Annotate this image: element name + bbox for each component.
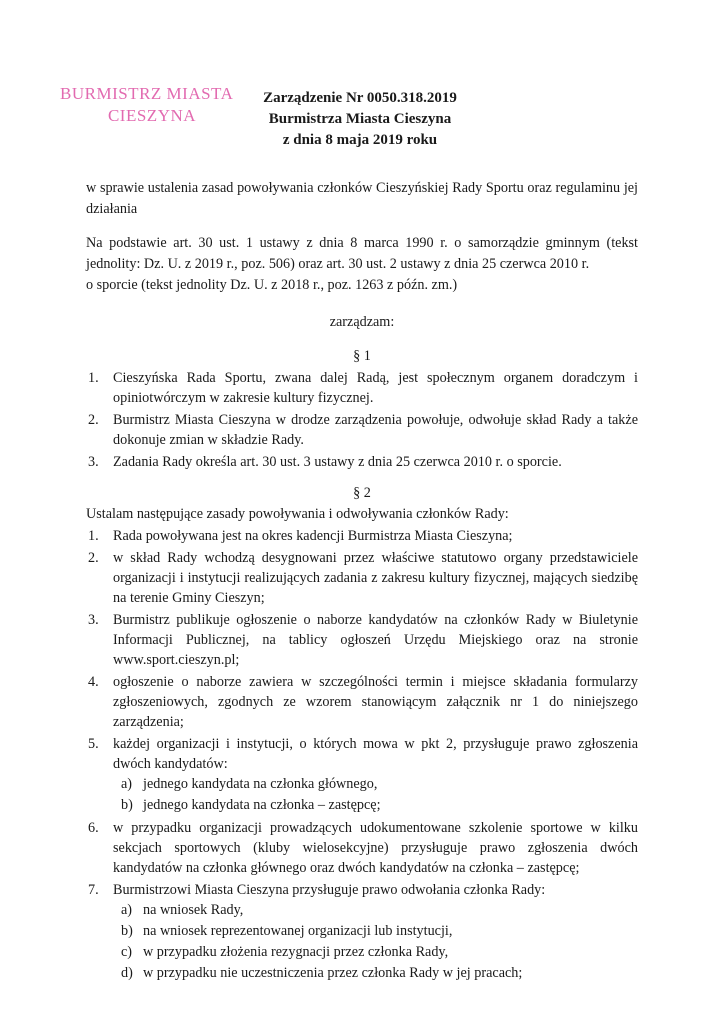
legal-basis-part-2: o sporcie (tekst jednolity Dz. U. z 2018 r., poz. 1263 z późn. zm.): [86, 277, 458, 293]
list-item-text: w przypadku organizacji prowadzących udokumentowane szkolenie sportowe w kilku sekcjach sportowych (kluby wielosekcyjne) przysługuje prawo zgłoszenia dwóch kandydatów na członka głównego oraz dwóch kandydatów na członka – zastępcę;: [113, 820, 638, 876]
list-item: 7. Burmistrzowi Miasta Cieszyna przysługuje prawo odwołania członka Rady: a) na wniosek Rady, b) na wniosek reprezentowanej organizacji lub instytucji, c) w przypadku złożenia rezygnacji przez członka Rady, d) w przypadku nie uczestniczenia przez członka Rady w jej pracach;: [86, 880, 638, 984]
stamp-line-2: CIESZYNA: [107, 106, 197, 125]
document-subject: w sprawie ustalenia zasad powoływania członków Cieszyńskiej Rady Sportu oraz regulaminu jej działania: [86, 180, 638, 217]
section-1-list: [86, 368, 638, 474]
list-item: 1. Cieszyńska Rada Sportu, zwana dalej Radą, jest społecznym organem doradczym i opiniotwórczym w zakresie kultury fizycznej.: [88, 370, 638, 406]
list-item-text: Burmistrz Miasta Cieszyna w drodze zarządzenia powołuje, odwołuje skład Rady a także dokonuje zmian w składzie Rady.: [113, 412, 638, 448]
sub-list-item: d) w przypadku nie uczestniczenia przez członka Rady w jej pracach;: [121, 965, 523, 981]
list-item: 4. ogłoszenie o naborze zawiera w szczególności termin i miejsce składania formularzy zgłoszeniowych, zgodnych ze wzorem stanowiącym załącznik nr 1 do niniejszego zarządzenia;: [88, 674, 638, 730]
sub-list-item: a) jednego kandydata na członka głównego,: [121, 776, 378, 792]
list-item: 3. Burmistrz publikuje ogłoszenie o naborze kandydatów na członków Rady w Biuletynie Informacji Publicznej, na tablicy ogłoszeń Urzędu Miejskiego oraz na stronie www.sport.cieszyn.pl;: [88, 612, 638, 668]
list-item-text: Burmistrz publikuje ogłoszenie o naborze kandydatów na członków Rady w Biuletynie Informacji Publicznej, na tablicy ogłoszeń Urzędu Miejskiego oraz na stronie www.sport.cieszyn.pl;: [113, 612, 638, 668]
list-item: 2. Burmistrz Miasta Cieszyna w drodze zarządzenia powołuje, odwołuje skład Rady a także dokonuje zmian w składzie Rady.: [88, 412, 638, 448]
section-2-heading: § 2: [353, 485, 371, 501]
section-2-intro: Ustalam następujące zasady powoływania i odwoływania członków Rady:: [86, 506, 509, 522]
list-item: 3. Zadania Rady określa art. 30 ust. 3 ustawy z dnia 25 czerwca 2010 r. o sporcie.: [88, 454, 562, 470]
legal-basis-part-1: Na podstawie art. 30 ust. 1 ustawy z dnia 8 marca 1990 r. o samorządzie gminnym (tekst jednolity: Dz. U. z 2019 r., poz. 506) oraz art. 30 ust. 2 ustawy z dnia 25 czerwca 2010 r.: [86, 235, 638, 272]
list-item-text: Burmistrzowi Miasta Cieszyna przysługuje prawo odwołania członka Rady:: [113, 882, 546, 898]
list-item: 1. Rada powoływana jest na okres kadencji Burmistrza Miasta Cieszyna;: [88, 528, 513, 544]
section-1-heading: § 1: [353, 348, 371, 364]
sub-list-item: a) na wniosek Rady,: [121, 902, 244, 918]
list-item-text: w skład Rady wchodzą desygnowani przez właściwe statutowo organy przedstawiciele organizacji i instytucji realizujących zadania z zakresu kultury fizycznej, mających siedzibę na terenie Gminy Cieszyn;: [113, 550, 638, 606]
document-issuer: Burmistrza Miasta Cieszyna: [268, 111, 452, 127]
section-2-list: [86, 526, 638, 986]
list-item: 2. w skład Rady wchodzą desygnowani przez właściwe statutowo organy przedstawiciele organizacji i instytucji realizujących zadania z zakresu kultury fizycznej, mających siedzibę na terenie Gminy Cieszyn;: [88, 550, 638, 606]
sub-list-item: b) na wniosek reprezentowanej organizacji lub instytucji,: [121, 923, 453, 939]
mayor-stamp: [58, 82, 238, 128]
list-item-text: ogłoszenie o naborze zawiera w szczególności termin i miejsce składania formularzy zgłoszeniowych, zgodnych ze wzorem stanowiącym załącznik nr 1 do niniejszego zarządzenia;: [113, 674, 638, 730]
list-item-text: Rada powoływana jest na okres kadencji Burmistrza Miasta Cieszyna;: [113, 528, 513, 544]
document-date: z dnia 8 maja 2019 roku: [282, 132, 438, 148]
decree-word: zarządzam:: [329, 314, 395, 330]
sub-list-item: c) w przypadku złożenia rezygnacji przez członka Rady,: [121, 944, 449, 960]
list-item-text: każdej organizacji i instytucji, o których mowa w pkt 2, przysługuje prawo zgłoszenia dwóch kandydatów:: [113, 736, 638, 772]
list-item-text: Zadania Rady określa art. 30 ust. 3 ustawy z dnia 25 czerwca 2010 r. o sporcie.: [113, 454, 562, 470]
document-title: Zarządzenie Nr 0050.318.2019: [263, 90, 457, 106]
sub-list-item: b) jednego kandydata na członka – zastępcę;: [121, 797, 381, 813]
list-item: 5. każdej organizacji i instytucji, o których mowa w pkt 2, przysługuje prawo zgłoszenia dwóch kandydatów: a) jednego kandydata na członka głównego, b) jednego kandydata na członka – zastępcę;: [86, 734, 638, 816]
stamp-line-1: BURMISTRZ MIASTA: [60, 84, 234, 103]
legal-basis: [86, 233, 638, 296]
list-item-text: Cieszyńska Rada Sportu, zwana dalej Radą, jest społecznym organem doradczym i opiniotwórczym w zakresie kultury fizycznej.: [113, 370, 638, 406]
list-item: 6. w przypadku organizacji prowadzących udokumentowane szkolenie sportowe w kilku sekcjach sportowych (kluby wielosekcyjne) przysługuje prawo zgłoszenia dwóch kandydatów na członka głównego oraz dwóch kandydatów na członka – zastępcę;: [88, 820, 638, 876]
document-header: [250, 88, 470, 151]
